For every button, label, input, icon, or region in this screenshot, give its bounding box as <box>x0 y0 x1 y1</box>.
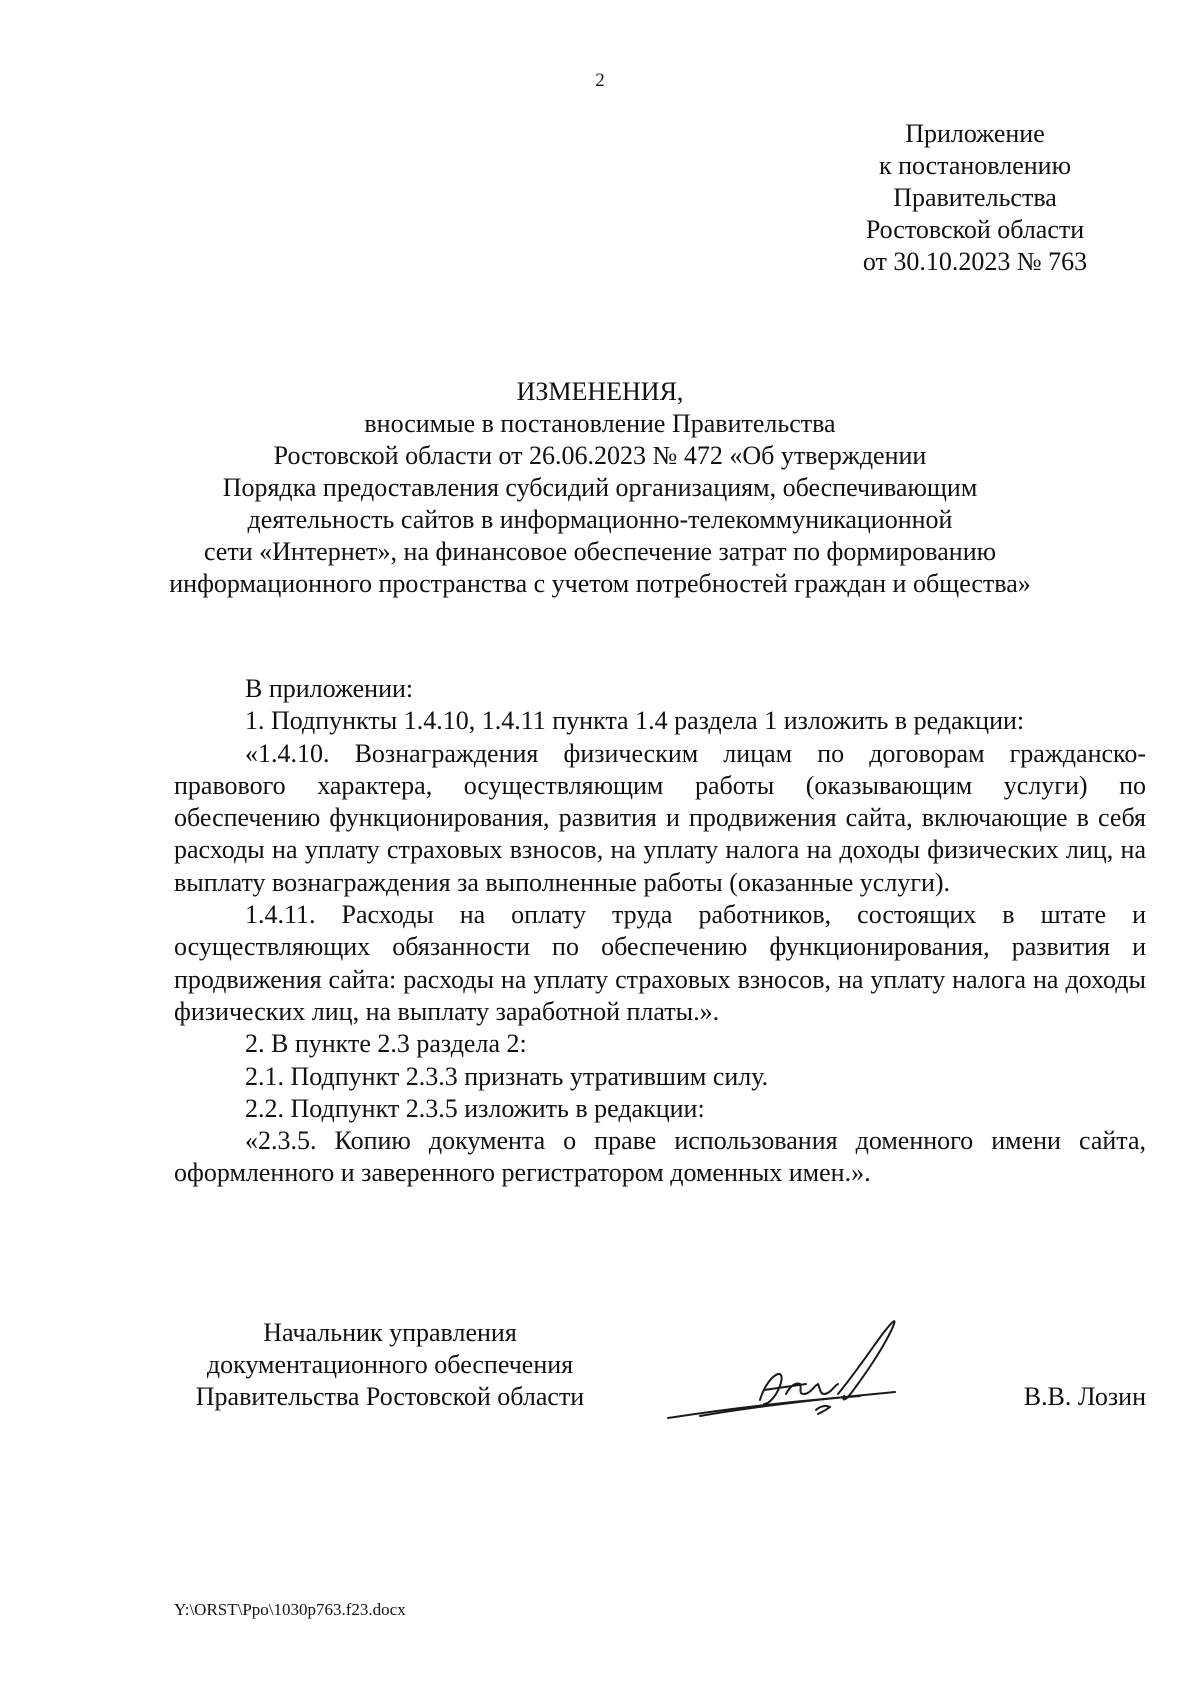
file-path-footer: Y:\ORST\Ppo\1030p763.f23.docx <box>174 1600 406 1619</box>
appendix-line: Правительства <box>893 183 1057 212</box>
signatory-position-line: Начальник управления <box>263 1318 517 1347</box>
body-paragraph: 2.1. Подпункт 2.3.3 признать утратившим силу. <box>245 1061 769 1091</box>
appendix-line: Приложение <box>905 119 1045 148</box>
body-paragraph: В приложении: <box>245 674 414 703</box>
signatory-position <box>160 1317 620 1413</box>
title-line: вносимые в постановление Правительства <box>364 409 836 438</box>
body-paragraph: «2.3.5. Копию документа о праве использования доменного имени сайта, оформленного и заверенного регистратором доменных имен.». <box>174 1126 1146 1188</box>
body-paragraph: 2. В пункте 2.3 раздела 2: <box>245 1029 527 1059</box>
title-line: Ростовской области от 26.06.2023 № 472 «Об утверждении <box>273 441 927 470</box>
title-heading: ИЗМЕНЕНИЯ, <box>516 377 684 406</box>
signatory-name: В.В. Лозин <box>1023 1382 1146 1411</box>
appendix-line: от 30.10.2023 № 763 <box>862 247 1088 276</box>
appendix-header <box>820 118 1130 278</box>
title-line: Порядка предоставления субсидий организациям, обеспечивающим <box>222 473 978 502</box>
title-line: деятельность сайтов в информационно-телекоммуникационной <box>247 505 953 534</box>
title-line: информационного пространства с учетом потребностей граждан и общества» <box>169 569 1031 598</box>
page-number: 2 <box>595 70 605 91</box>
body-paragraph: 1. Подпункты 1.4.10, 1.4.11 пункта 1.4 раздела 1 изложить в редакции: <box>245 706 1025 736</box>
signatory-position-line: Правительства Ростовской области <box>195 1382 585 1411</box>
body-paragraph: 2.2. Подпункт 2.3.5 изложить в редакции: <box>245 1093 705 1123</box>
appendix-line: к постановлению <box>878 151 1072 180</box>
handwritten-signature <box>660 1310 920 1430</box>
body-paragraph: 1.4.11. Расходы на оплату труда работников, состоящих в штате и осуществляющих обязанности по обеспечению функционирования, развития и продвижения сайта: расходы на уплату страховых взносов, на уплату налога на доходы физических лиц, на выплату заработной платы.». <box>174 900 1146 1026</box>
appendix-line: Ростовской области <box>865 215 1085 244</box>
signatory-position-line: документационного обеспечения <box>206 1350 574 1379</box>
body-paragraph: «1.4.10. Вознаграждения физическим лицам по договорам гражданско-правового характера, осуществляющим работы (оказывающим услуги) по обеспечению функционирования, развития и продвижения сайта, включающие в себя расходы на уплату страховых взносов, на уплату налога на доходы физических лиц, на выплату вознаграждения за выполненные работы (оказанные услуги). <box>174 738 1146 897</box>
title-line: сети «Интернет», на финансовое обеспечение затрат по формированию <box>203 537 997 566</box>
document-title <box>100 376 1100 600</box>
document-body <box>174 673 1146 1190</box>
